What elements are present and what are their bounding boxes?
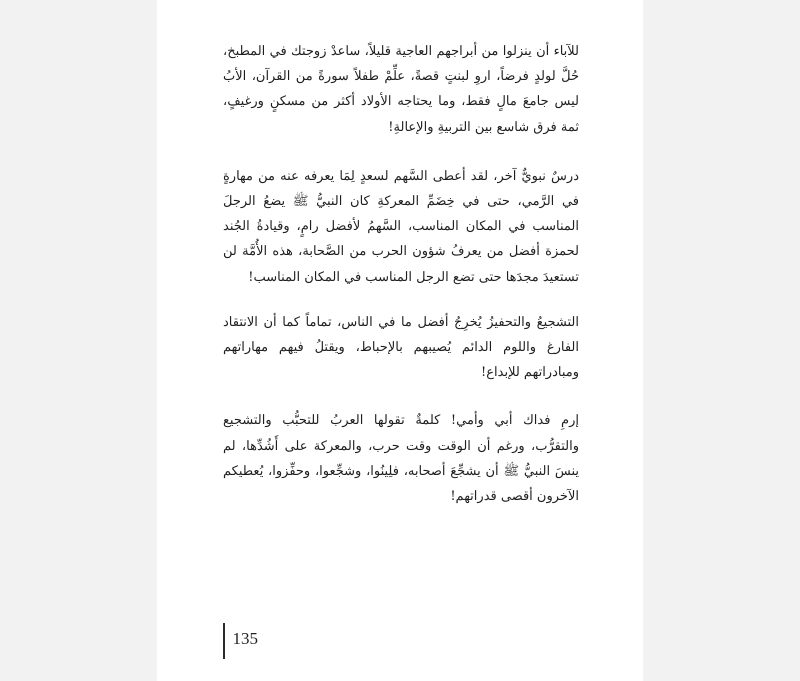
- page-number: 135: [232, 628, 258, 648]
- footer-vertical-rule: [223, 623, 225, 659]
- page-footer: [223, 623, 258, 659]
- page-body: [223, 39, 579, 509]
- paragraph-4: إرمِ فداك أبي وأمي! كلمةٌ تقولها العربُ للتحبُّب والتشجيع والتقرُّب، ورغم أن الوقت وقت حرب، والمعركة على أَشُدِّها، لم ينسَ النبيُّ ﷺ أن يشجِّعَ أصحابه، فلِينُوا، وشجِّعوا، وحفِّزوا، يُعطيكم الآخرون أقصى قدراتهم!: [223, 413, 579, 505]
- book-page: [157, 0, 643, 681]
- paragraph-1: للآباء أن ينزلوا من أبراجهم العاجية قليلاً، ساعدْ زوجتك في المطبخ، حُلَّ لولدٍ فرضاً، اروِ لبنتٍ قصةً، علِّمْ طفلاً سورةً من القرآن، الأبُ ليس جامعَ مالٍ فقط، وما يحتاجه الأولاد أكثر من مسكنٍ ورغيفٍ، ثمة فرق شاسع بين التربيةِ والإعالةِ!: [223, 44, 579, 135]
- paragraph-2: درسٌ نبويٌّ آخر، لقد أعطى السَّهم لسعدٍ لِمَا يعرفه عنه من مهارةٍ في الرَّمي، حتى في خِضَمِّ المعركةِ كان النبيُّ ﷺ يضعُ الرجلَ المناسب في المكان المناسب، السَّهمُ لأفضل رامٍ، وقيادةُ الجُند لحمزة أفضل من يعرفُ شؤون الحرب من الصَّحابة، هذه الأُمَّة لن تستعيدَ مجدَها حتى تضع الرجل المناسب في المكان المناسب!: [223, 168, 579, 285]
- paragraph-3: التشجيعُ والتحفيزُ يُخرِجُ أفضل ما في الناس، تماماً كما أن الانتقاد الفارغ واللوم الدائم يُصيبهم بالإحباط، ويقتلُ فيهم مهاراتهم ومبادراتهم للإبداع!: [223, 314, 579, 381]
